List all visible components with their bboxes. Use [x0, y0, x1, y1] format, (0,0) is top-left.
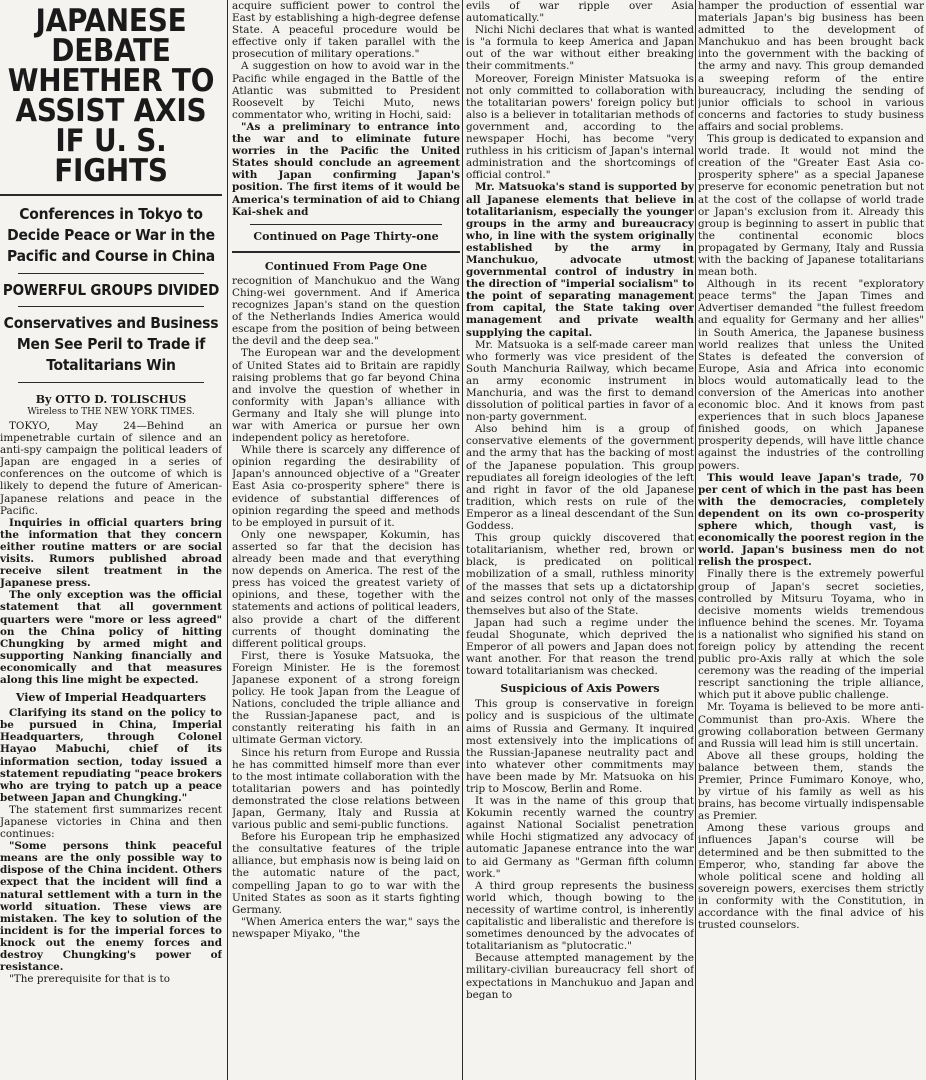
paragraph: A third group represents the business world which, though bowing to the necessity of wartime control, is inherently capitalistic and liberalistic and therefore is sometimes denounced by the advocates of totalitarianism as "plutocratic."	[466, 879, 694, 953]
subhead: Suspicious of Axis Powers	[500, 682, 660, 696]
paragraph: Finally there is the extremely powerful group of Japan's secret societies, controlled by Mitsuru Toyama, who in decisive moments wields tremendous influence behind the scenes. Mr. Toyama is a nationalist who signified his stand on foreign policy by attending the recent public pro-Axis rally at which the sole ceremony was the reading of the imperial rescript sanctioning the triple alliance, which put it above public challenge.	[698, 568, 924, 702]
paragraph: This group is dedicated to expansion and world trade. It would not mind the creation of the "Greater East Asia co-prosperity sphere" as a special Japanese preserve for economic penetration but not at the cost of the collapse of world trade or Japan's exclusion from it. Already this group is beginning to assert in public that the continental economic blocs propagated by Germany, Italy and Russia with the backing of Japanese totalitarians mean both.	[698, 133, 924, 279]
paragraph: While there is scarcely any difference of opinion regarding the desirability of Japan's announced objective of a "Greater East Asia co-prosperity sphere" there is evidence of substantial differences of opinion regarding the speed and methods to be employed in pursuit of it.	[232, 444, 460, 529]
paragraph: Only one newspaper, Kokumin, has asserted so far that the decision has already been made and that everything now depends on America. The rest of the press has voiced the greatest variety of opinions, and these, together with the statements and actions of political leaders, also provide a chart of the different currents of thought dominating the different political groups.	[232, 528, 460, 650]
paragraph: "Some persons think peaceful means are the only possible way to dispose of the China incident. Others expect that the incident will find a natural settlement with a turn in the world situation. These views are mistaken. The key to solution of the incident is for the imperial forces to knock out the enemy forces and destroy Chungking's power of resistance.	[0, 840, 222, 974]
paragraph: Although in its recent "exploratory peace terms" the Japan Times and Advertiser demanded "the fullest freedom and equality for Germany and her allies" in South America, the Japanese business world realizes that unless the United States is defeated the conversion of Europe, Asia and Africa into economic blocs would automatically lead to the conversion of the Americas into another economic bloc. And it knows from past experiences that in such blocs Japanese finished goods, on which Japanese prosperity depends, will have little chance against the industries of the controlling powers.	[698, 278, 924, 472]
paragraph: TOKYO, May 24—Behind an impenetrable curtain of silence and an anti-spy campaign the political leaders of Japan are engaged in a series of conferences on the outcome of which is likely to depend the future of American-Japanese relations and peace in the Pacific.	[0, 420, 222, 517]
deck-rule	[18, 306, 204, 307]
paragraph: Nichi Nichi declares that what is wanted is "a formula to keep America and Japan out of the war without either breaking their commitments."	[466, 24, 694, 73]
paragraph: Clarifying its stand on the policy to be pursued in China, Imperial Headquarters, through Colonel Hayao Mabuchi, chief of its information section, today issued a statement repudiating "peace brokers who are trying to patch up a peace between Japan and Chungking."	[0, 707, 222, 804]
paragraph: Before his European trip he emphasized the consultative features of the triple alliance, but emphasis now is being laid on the automatic nature of the pact, compelling Japan to go to war with the United States as soon as it starts fighting Germany.	[232, 831, 460, 916]
paragraph: "The prerequisite for that is to	[9, 973, 170, 986]
paragraph: Mr. Matsuoka's stand is supported by all Japanese elements that believe in totalitarianism, especially the younger groups in the army and bureaucracy who, in line with the system originally established by the army in Manchukuo, advocate utmost governmental control of industry in the direction of "imperial socialism" to the point of separating management from capital, the State taking over management and private wealth supplying the capital.	[466, 181, 694, 339]
paragraph: A suggestion on how to avoid war in the Pacific while engaged in the Battle of the Atlantic was submitted to President Roosevelt by Teichi Muto, news commentator who, writing in Hochi, said:	[232, 60, 460, 121]
paragraph: Japan had such a regime under the feudal Shogunate, which deprived the Emperor of all powers and Japan does not want another. For that reason the trend toward totalitarianism was checked.	[466, 616, 694, 678]
paragraph: "As a preliminary to entrance into the war and to eliminate future worries in the Pacific the United States should conclude an agreement with Japan confirming Japan's position. The first items of it would be America's termination of aid to Chiang Kai-shek and	[232, 120, 460, 218]
paragraph: Above all these groups, holding the balance between them, stands the Premier, Prince Fumimaro Konoye, who, by virtue of his family as well as his brains, has become virtually indispensable as Premier.	[698, 749, 924, 823]
paragraph: First, there is Yosuke Matsuoka, the Foreign Minister. He is the foremost Japanese exponent of a strong foreign policy. He took Japan from the League of Nations, concluded the triple alliance and the Russian-Japanese pact, and is constantly reiterating his faith in an ultimate German victory.	[232, 649, 460, 747]
jump-rule	[250, 224, 442, 225]
byline: By OTTO D. TOLISCHUS	[35, 393, 187, 406]
column-rule	[227, 0, 228, 1080]
column-2	[232, 0, 460, 1080]
continued-from: Continued From Page One	[264, 259, 428, 273]
paragraph: This group quickly discovered that totalitarianism, whether red, brown or black, is predicated on political mobilization of a small, ruthless minority of the masses that sets up a dictatorship and seizes control not only of the masses themselves but also of the State.	[466, 532, 694, 617]
paragraph: Because attempted management by the military-civilian bureaucracy fell short of expectations in Manchukuo and Japan and began to	[466, 952, 694, 1001]
paragraph: It was in the name of this group that Kokumin recently warned the country against National Socialist penetration while Hochi stigmatized any advocacy of automatic Japanese entrance into the war to aid Germany as "German fifth column work."	[466, 795, 694, 880]
paragraph: Since his return from Europe and Russia he has committed himself more than ever to the most intimate collaboration with the totalitarian powers and has pointedly demonstrated the close relations between Japan, Germany, Italy and Russia at various public and semi-public functions.	[232, 746, 460, 832]
deck-rule	[18, 382, 204, 383]
deck-2: POWERFUL GROUPS DIVIDED	[2, 281, 220, 299]
paragraph: This would leave Japan's trade, 70 per cent of which in the past has been with the democracies, completely dependent on its own co-prosperity sphere which, though vast, is economically the poorest region in the world. Japan's business men do not relish the prospect.	[698, 471, 924, 569]
paragraph: Also behind him is a group of conservative elements of the government and the army that has the backing of most of the Japanese population. This group repudiates all foreign ideologies of the left and right in favor of the old Japanese tradition, which rests on rule of the Emperor as a lineal descendant of the Sun Goddess.	[466, 423, 694, 533]
paragraph: recognition of Manchukuo and the Wang Ching-wei government. And if America recognizes Japan's stand on the question of the Netherlands Indies America would escape from the position of being between the devil and the deep sea."	[232, 274, 460, 348]
paragraph: Mr. Toyama is believed to be more anti-Communist than pro-Axis. Where the growing collaboration between Germany and Russia will lead him is still uncertain.	[698, 701, 924, 750]
paragraph: The European war and the development of United States aid to Britain are rapidly raising problems that go far beyond China and involve the question of whether in conformity with Japan's alliance with Germany and Italy she will plunge into war with America or pursue her own independent policy as heretofore.	[232, 347, 460, 445]
continued-on: Continued on Page Thirty-one	[253, 229, 439, 243]
paragraph: "When America enters the war," says the newspaper Miyako, "the	[232, 915, 460, 940]
jump-rule	[232, 251, 460, 253]
deck-rule	[18, 273, 204, 274]
paragraph: The only exception was the official statement that all government quarters were "more or less agreed" on the China policy of hitting Chungking by armed might and supporting Nanking financially and economically and that measures along this line might be expected.	[0, 589, 222, 686]
headline-rule	[0, 194, 222, 196]
paragraph: The statement first summarizes recent Japanese victories in China and then continues:	[0, 803, 222, 841]
column-rule	[462, 0, 463, 1080]
paragraph: Inquiries in official quarters bring the information that they concern either routine matters or are social visits. Rumors published abroad receive silent treatment in the Japanese press.	[0, 516, 222, 590]
column-3	[466, 0, 694, 1080]
column-rule	[695, 0, 696, 1080]
paragraph: Mr. Matsuoka is a self-made career man who formerly was vice president of the South Manchuria Railway, which became an army economic instrument in Manchuria, and was the first to demand dissolution of political parties in favor of a non-party government.	[466, 338, 694, 424]
paragraph: acquire sufficient power to control the East by establishing a high-degree defense State. A peaceful procedure would be effective only if taken parallel with the prosecution of military operations."	[232, 0, 460, 61]
column-1	[0, 0, 222, 1080]
main-headline: JAPANESE DEBATE WHETHER TO ASSIST AXIS IF U. S. FIGHTS	[7, 3, 215, 189]
column-4	[698, 0, 924, 1080]
paragraph: Moreover, Foreign Minister Matsuoka is not only committed to collaboration with the totalitarian powers' foreign policy but also is a believer in totalitarian methods of government and, according to the newspaper Hochi, has become "very ruthless in his criticism of Japan's internal administration and the shortcomings of official control."	[466, 72, 694, 182]
deck-1: Conferences in Tokyo to Decide Peace or War in the Pacific and Course in China	[6, 205, 216, 265]
wire-credit: Wireless to THE NEW YORK TIMES.	[27, 407, 195, 417]
paragraph: This group is conservative in foreign policy and is suspicious of the ultimate aims of Russia and Germany. It inquired most extensively into the implications of the Russian-Japanese neutrality pact and into whatever other commitments may have been made by Mr. Matsuoka on his trip to Moscow, Berlin and Rome.	[466, 698, 694, 795]
paragraph: hamper the production of essential war materials Japan's big business has been admitted to the development of Manchukuo and has been brought back into the government with the backing of the army and navy. This group demanded a sweeping reform of the entire bureaucracy, including the sending of junior officials to school in various concerns and factories to study business affairs and social problems.	[698, 0, 924, 133]
paragraph: evils of war ripple over Asia automatically."	[466, 0, 694, 25]
subhead: View of Imperial Headquarters	[15, 691, 207, 705]
deck-3: Conservatives and Business Men See Peril to Trade if Totalitarians Win	[3, 314, 219, 374]
paragraph: Among these various groups and influences Japan's course will be determined and be then submitted to the Emperor, who, standing far above the whole political scene and holding all sovereign powers, exercises them strictly in conformity with the Constitution, in accordance with the final advice of his trusted counselors.	[698, 822, 924, 932]
